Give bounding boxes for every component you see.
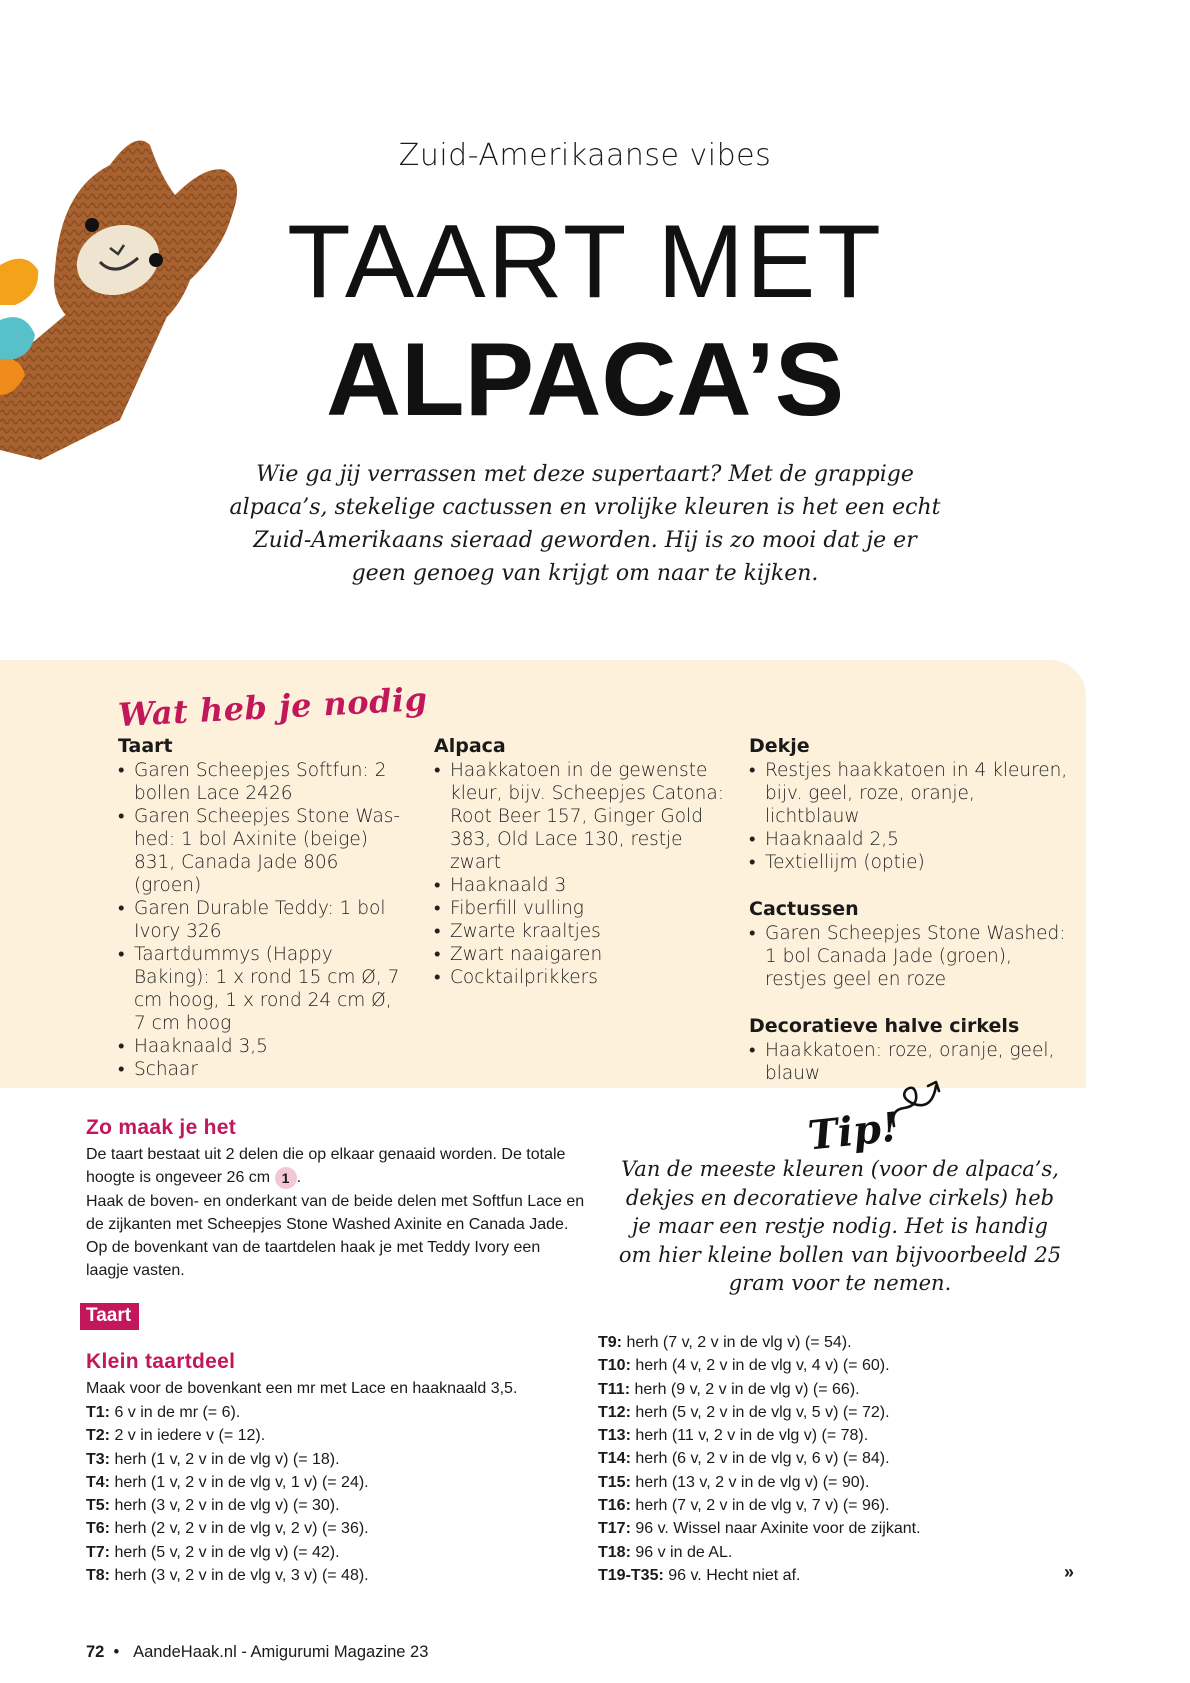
needs-item: • Cocktailprikkers: [434, 966, 734, 989]
round-label: T11:: [598, 1380, 631, 1398]
needs-group: [434, 735, 734, 989]
needs-group-title: Taart: [118, 735, 173, 757]
howto-title: Zo maak je het: [86, 1116, 237, 1139]
title-line-2: ALPACA’S: [325, 322, 845, 438]
tip-title: Tip!: [805, 1103, 901, 1160]
needs-group-title: Alpaca: [434, 735, 506, 757]
needs-group: [749, 898, 1069, 991]
round-text: herh (3 v, 2 v in de vlg v, 3 v) (= 48).: [110, 1567, 369, 1585]
needs-item: • Haaknaald 3,5: [118, 1035, 408, 1058]
needs-list: [118, 759, 408, 1081]
needs-list: [749, 759, 1069, 874]
howto-text-part: De taart bestaat uit 2 delen die op elkaar genaaid worden. De totale hoogte is ongeveer 26 cm: [86, 1146, 566, 1187]
footer-separator: •: [113, 1643, 120, 1661]
needs-item: • Haaknaald 3: [434, 874, 734, 897]
round-text: herh (11 v, 2 v in de vlg v) (= 78).: [630, 1427, 869, 1445]
round-label: T2:: [86, 1427, 110, 1445]
round-text: 6 v in de mr (= 6).: [110, 1404, 241, 1421]
needs-group-title: Dekje: [749, 735, 810, 757]
needs-item: • Haakkatoen: roze, oranje, geel, blauw: [749, 1039, 1069, 1085]
round-text: herh (5 v, 2 v in de vlg v, 5 v) (= 72).: [630, 1403, 890, 1421]
page-footer: [86, 1643, 428, 1662]
round-label: T15:: [598, 1473, 631, 1491]
round-row: [86, 1564, 369, 1587]
needs-item: • Garen Scheepjes Softfun: 2 bollen Lace 2426: [118, 759, 408, 805]
round-row: [86, 1541, 369, 1564]
section-tag: Taart: [80, 1303, 139, 1330]
needs-column-1: [118, 735, 408, 1105]
round-row: [86, 1517, 369, 1540]
title-line-1: TAART MET: [287, 204, 883, 320]
round-text: herh (9 v, 2 v in de vlg v) (= 66).: [630, 1380, 860, 1398]
klein-title: Klein taartdeel: [86, 1350, 236, 1373]
kicker: Zuid-Amerikaanse vibes: [398, 138, 772, 173]
round-text: 96 v. Wissel naar Axinite voor de zijkant.: [630, 1520, 921, 1538]
needs-item: • Haakkatoen in de gewenste kleur, bijv. Scheepjes Catona: Root Beer 157, Ginger Gold 383, Old Lace 130, restje zwart: [434, 759, 734, 874]
rounds-list-left: [86, 1401, 369, 1587]
round-text: herh (13 v, 2 v in de vlg v) (= 90).: [630, 1473, 870, 1491]
howto-text: [86, 1143, 586, 1283]
round-text: herh (3 v, 2 v in de vlg v) (= 30).: [110, 1497, 340, 1515]
needs-item: • Zwart naaigaren: [434, 943, 734, 966]
needs-item: • Textiellijm (optie): [749, 851, 1069, 874]
round-label: T17:: [598, 1520, 631, 1538]
round-text: herh (4 v, 2 v in de vlg v, 4 v) (= 60).: [630, 1357, 890, 1375]
needs-item: • Taartdummys (Happy Baking): 1 x rond 15 cm Ø, 7 cm hoog, 1 x rond 24 cm Ø, 7 cm hoog: [118, 943, 408, 1035]
needs-column-2: [434, 735, 734, 1013]
round-label: T1:: [86, 1404, 110, 1421]
needs-item: • Garen Durable Teddy: 1 bol Ivory 326: [118, 897, 408, 943]
round-label: T3:: [86, 1450, 110, 1468]
needs-group-title: Decoratieve halve cirkels: [749, 1015, 1020, 1037]
needs-group: [118, 735, 408, 1081]
round-text: herh (1 v, 2 v in de vlg v) (= 18).: [110, 1450, 340, 1468]
round-row: [598, 1354, 921, 1377]
round-text: herh (7 v, 2 v in de vlg v, 7 v) (= 96).: [630, 1497, 890, 1515]
round-text: herh (2 v, 2 v in de vlg v, 2 v) (= 36).: [110, 1520, 369, 1538]
round-label: T19-T35:: [598, 1566, 664, 1584]
needs-item: • Schaar: [118, 1058, 408, 1081]
round-text: 96 v. Hecht niet af.: [663, 1566, 801, 1584]
swirl-arrow-icon: [888, 1074, 948, 1132]
needs-item: • Fiberfill vulling: [434, 897, 734, 920]
needs-column-3: [749, 735, 1069, 1109]
needs-item: • Restjes haakkatoen in 4 kleuren, bijv. geel, roze, oranje, lichtblauw: [749, 759, 1069, 828]
page-number: 72: [86, 1643, 105, 1661]
klein-intro: Maak voor de bovenkant een mr met Lace en haaknaald 3,5.: [86, 1380, 518, 1397]
round-text: herh (7 v, 2 v in de vlg v) (= 54).: [622, 1334, 852, 1351]
round-row: [598, 1378, 921, 1401]
intro-paragraph: Wie ga jij verrassen met deze supertaart? Met de grappige alpaca’s, stekelige cactussen en vrolijke kleuren is het een echt Zuid-Amerikaans sieraad geworden. Hij is zo mooi dat je er geen genoeg van krijgt om naar te kijken.: [229, 462, 941, 586]
needs-group: [749, 735, 1069, 874]
round-text: 96 v in de AL.: [630, 1543, 733, 1561]
needs-list: [749, 922, 1069, 991]
round-label: T12:: [598, 1403, 631, 1421]
publication-name: AandeHaak.nl - Amigurumi Magazine 23: [133, 1643, 429, 1661]
round-row: [598, 1424, 921, 1447]
needs-list: [434, 759, 734, 989]
round-label: T5:: [86, 1497, 110, 1515]
round-label: T6:: [86, 1520, 110, 1538]
needs-heading: Wat heb je nodig: [117, 679, 429, 735]
round-label: T14:: [598, 1450, 631, 1468]
needs-item: • Garen Scheepjes Stone Was-hed: 1 bol Axinite (beige) 831, Canada Jade 806 (groen): [118, 805, 408, 897]
round-row: [598, 1494, 921, 1517]
tip-text: Van de meeste kleuren (voor de alpaca’s, dekjes en decoratieve halve cirkels) heb je maar een restje nodig. Het is handig om hier kleine bollen van bijvoorbeeld 25 gram voor te nemen.: [618, 1157, 1062, 1296]
round-row: [598, 1331, 921, 1354]
round-label: T4:: [86, 1473, 110, 1491]
round-label: T8:: [86, 1567, 110, 1585]
howto-text-part: .: [296, 1169, 302, 1187]
round-text: herh (1 v, 2 v in de vlg v, 1 v) (= 24).: [110, 1473, 369, 1491]
needs-item: • Zwarte kraaltjes: [434, 920, 734, 943]
round-label: T7:: [86, 1543, 110, 1561]
needs-item: • Garen Scheepjes Stone Washed: 1 bol Canada Jade (groen), restjes geel en roze: [749, 922, 1069, 991]
round-label: T9:: [598, 1334, 622, 1351]
needs-item: • Haaknaald 2,5: [749, 828, 1069, 851]
round-row: [598, 1401, 921, 1424]
round-label: T16:: [598, 1497, 631, 1515]
round-row: [86, 1494, 369, 1517]
continue-marker: »: [1064, 1562, 1075, 1582]
round-text: 2 v in iedere v (= 12).: [110, 1427, 266, 1445]
round-row: [86, 1424, 369, 1447]
round-label: T18:: [598, 1543, 631, 1561]
round-text: herh (6 v, 2 v in de vlg v, 6 v) (= 84).: [630, 1450, 890, 1468]
round-text: herh (5 v, 2 v in de vlg v) (= 42).: [110, 1543, 340, 1561]
howto-text-part: Haak de boven- en onderkant van de beide delen met Softfun Lace en de zijkanten met Scheepjes Stone Washed Axinite en Canada Jade. Op de bovenkant van de taartdelen haak je met Teddy Ivory een laagje vasten.: [86, 1192, 585, 1280]
round-row: [598, 1564, 921, 1587]
round-label: T10:: [598, 1357, 631, 1375]
needs-group-title: Cactussen: [749, 898, 859, 920]
round-row: [598, 1447, 921, 1470]
round-row: [598, 1517, 921, 1540]
round-row: [86, 1448, 369, 1471]
round-row: [598, 1471, 921, 1494]
round-label: T13:: [598, 1427, 631, 1445]
round-row: [86, 1471, 369, 1494]
rounds-list-right: [598, 1331, 921, 1587]
figure-badge: 1: [275, 1167, 297, 1189]
round-row: [598, 1541, 921, 1564]
round-row: [86, 1401, 369, 1424]
